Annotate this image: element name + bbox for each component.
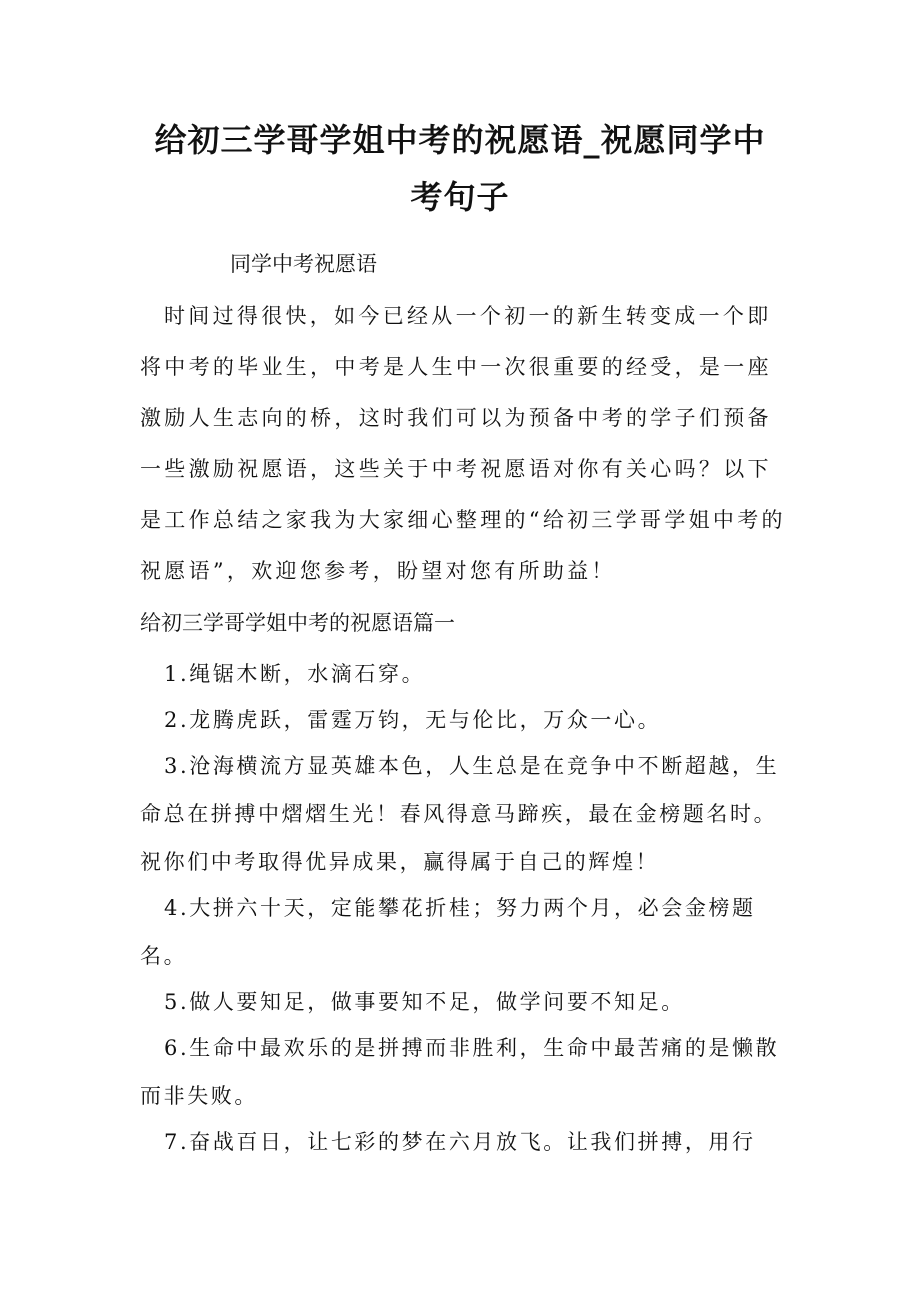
section-title: 给初三学哥学姐中考的祝愿语篇一 bbox=[140, 611, 455, 635]
list-item: 6.生命中最欢乐的是拼搏而非胜利，生命中最苦痛的是懒散而非失败。 bbox=[140, 1036, 780, 1108]
list-item: 5.做人要知足，做事要知不足，做学问要不知足。 bbox=[164, 990, 685, 1014]
list-item: 2.龙腾虎跃，雷霆万钧，无与伦比，万众一心。 bbox=[164, 708, 662, 732]
title-line-1: 给初三学哥学姐中考的祝愿语_祝愿同学中 bbox=[154, 121, 766, 159]
list-item: 3.沧海横流方显英雄本色，人生总是在竞争中不断超越，生命总在拼搏中熠熠生光！春风得意马蹄疾，最在金榜题名时。祝你们中考取得优异成果，赢得属于自己的辉煌！ bbox=[140, 754, 780, 874]
intro-paragraph: 时间过得很快，如今已经从一个初一的新生转变成一个即将中考的毕业生，中考是人生中一次很重要的经受，是一座激励人生志向的桥，这时我们可以为预备中考的学子们预备一些激励祝愿语，这些关于中考祝愿语对你有关心吗？以下是工作总结之家我为大家细心整理的“给初三学哥学姐中考的祝愿语”，欢迎您参考，盼望对您有所助益！ bbox=[140, 304, 786, 583]
title-line-2: 考句子 bbox=[410, 178, 510, 216]
list-item: 1.绳锯木断，水滴石穿。 bbox=[164, 662, 426, 686]
document-title bbox=[140, 112, 780, 226]
subheading: 同学中考祝愿语 bbox=[230, 252, 377, 276]
wish-list bbox=[140, 650, 790, 1166]
list-item: 4.大拼六十天，定能攀花折桂；努力两个月，必会金榜题名。 bbox=[140, 896, 756, 968]
list-item: 7.奋战百日，让七彩的梦在六月放飞。让我们拼搏，用行 bbox=[164, 1130, 756, 1154]
document-body bbox=[140, 238, 790, 1166]
